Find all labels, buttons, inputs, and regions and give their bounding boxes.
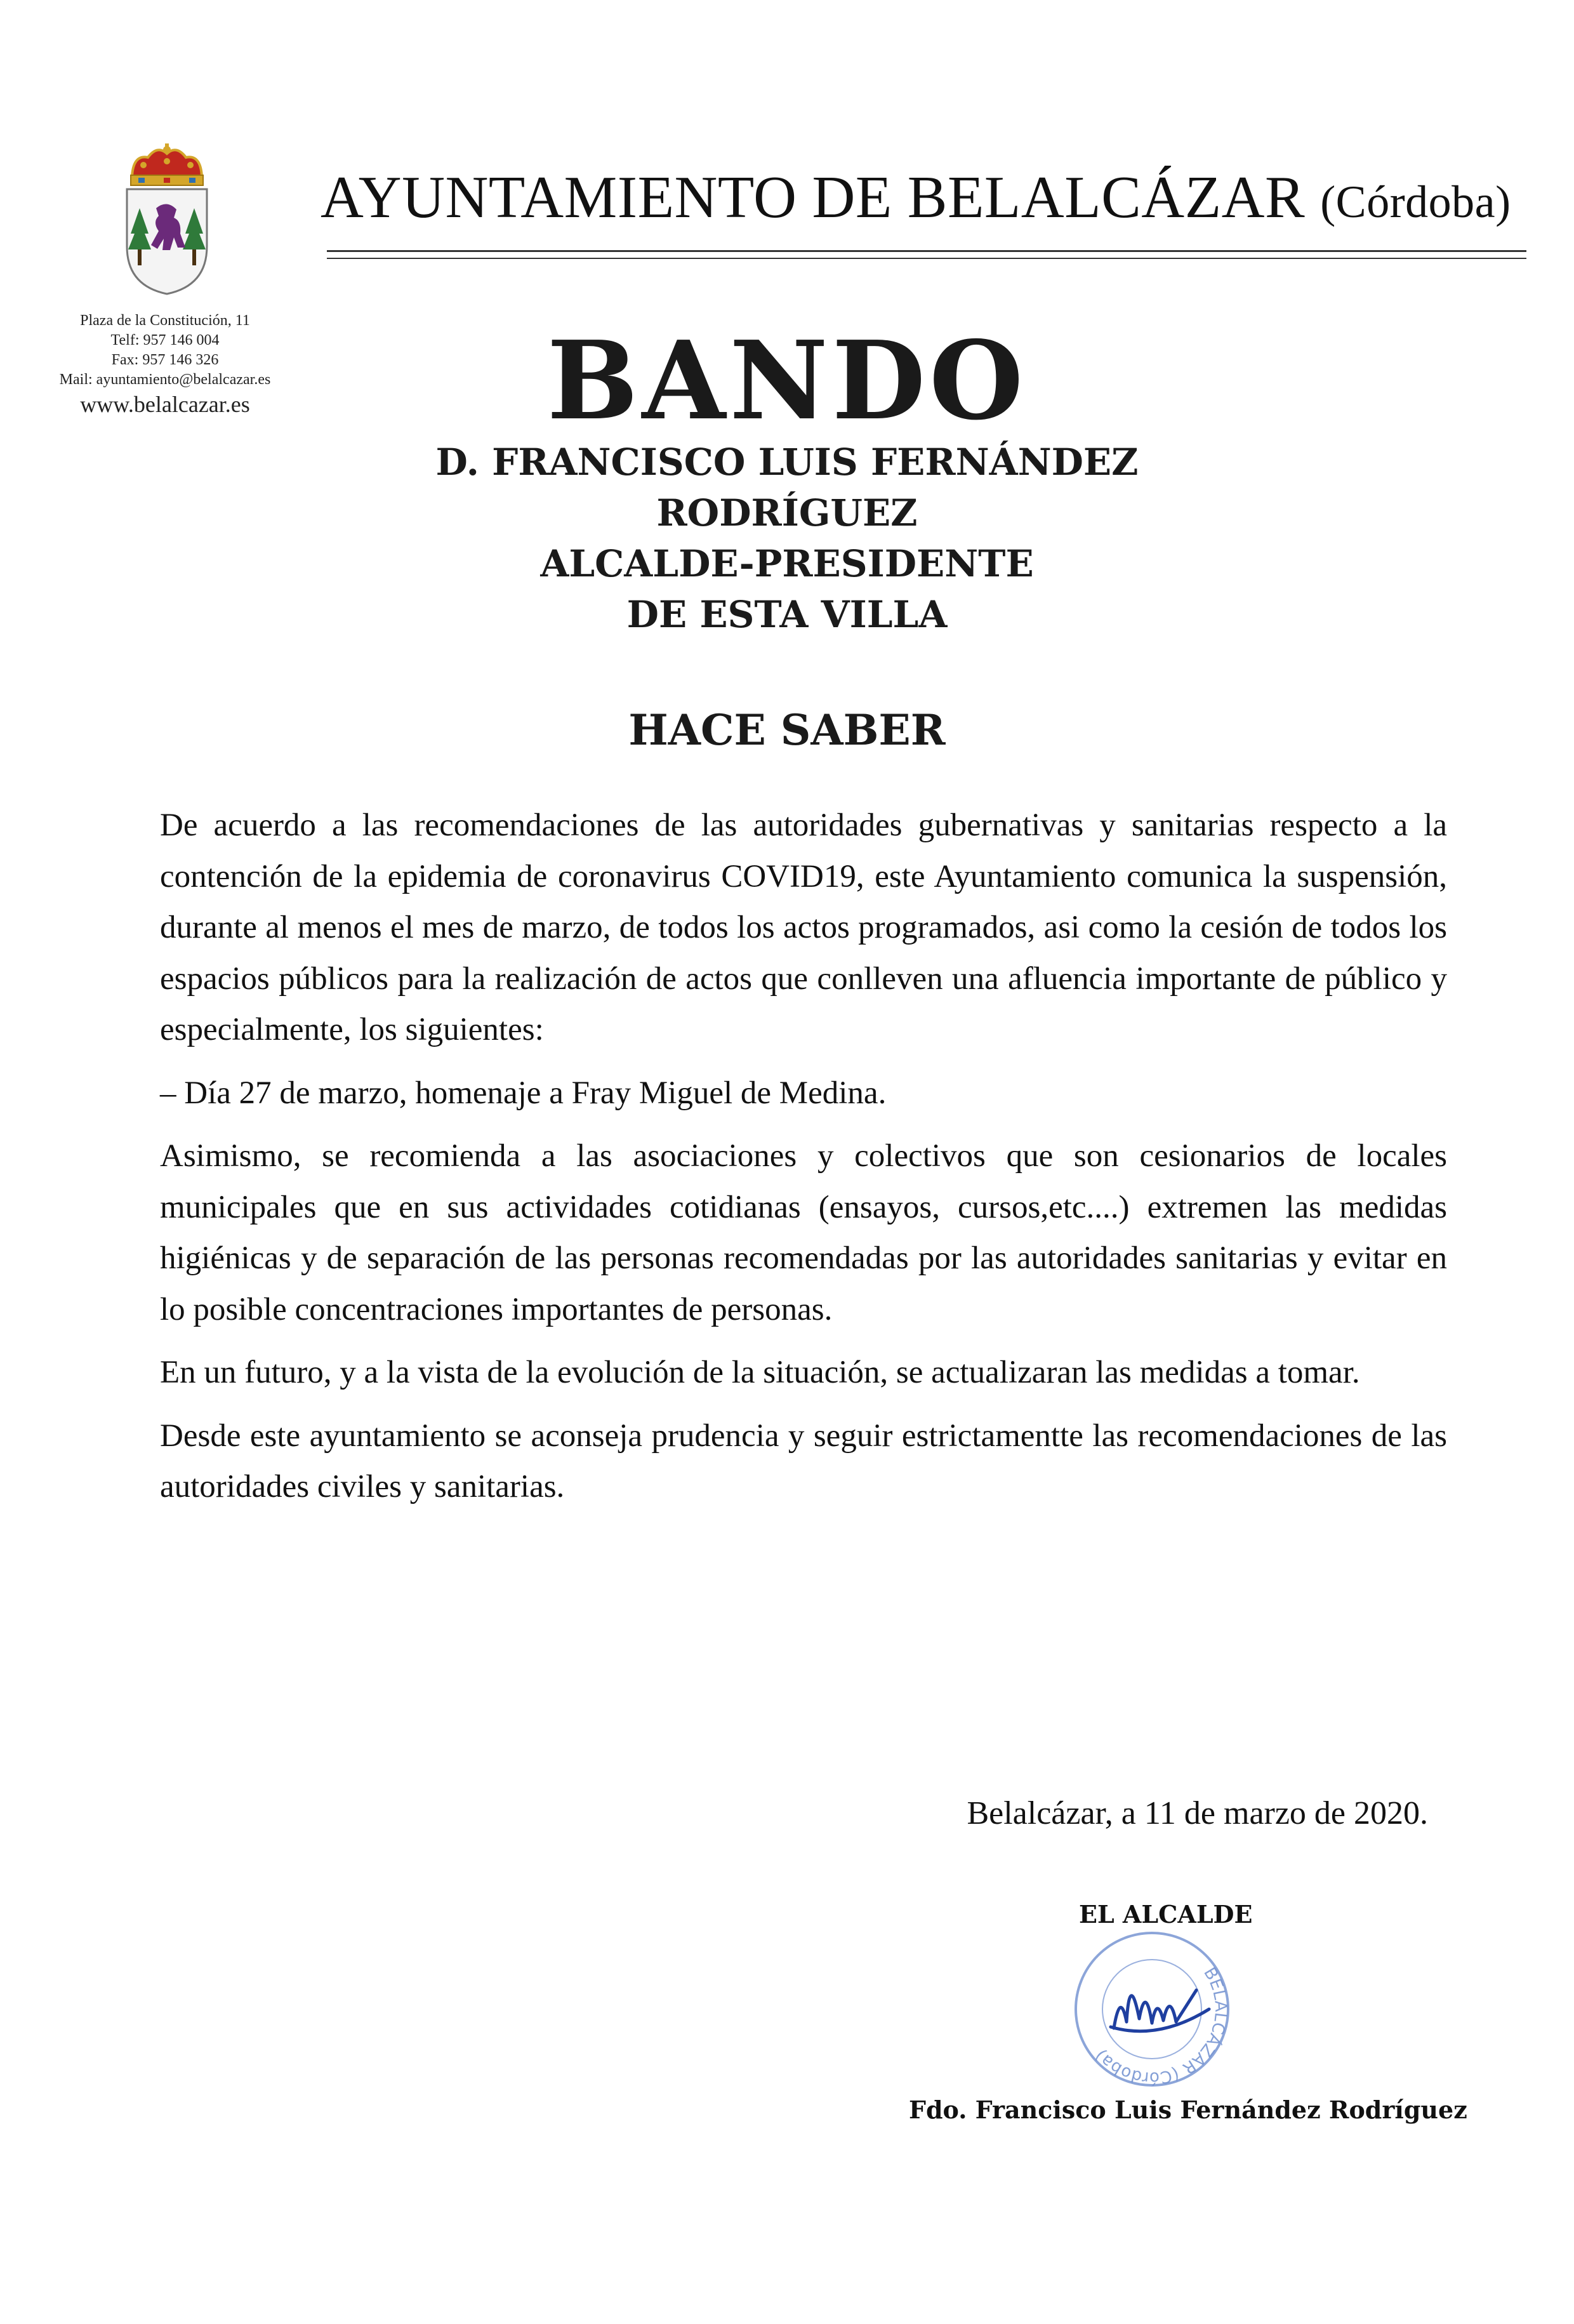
contact-website: www.belalcazar.es	[80, 392, 250, 417]
coat-of-arms-logo	[119, 138, 215, 297]
signature-scribble	[1111, 1990, 1209, 2031]
crown-icon	[131, 143, 203, 185]
seal-text: BELALCÁZAR (Córdoba)	[1091, 1964, 1231, 2088]
header-province: (Córdoba)	[1320, 176, 1511, 227]
announce-heading: HACE SABER	[628, 705, 946, 755]
body-paragraph: Desde este ayuntamiento se aconseja prudencia y seguir estrictamentte las recomendaciones de las autoridades civiles y sanitarias.	[160, 1418, 1447, 1504]
body-text	[160, 800, 1447, 1525]
authority-line: DE ESTA VILLA	[626, 593, 948, 636]
body-paragraph: – Día 27 de marzo, homenaje a Fray Miguel de Medina.	[160, 1075, 887, 1111]
signature-title: EL ALCALDE	[1079, 1900, 1253, 1929]
authority-line: ALCALDE-PRESIDENTE	[540, 542, 1034, 585]
contact-mail: Mail: ayuntamiento@belalcazar.es	[59, 371, 271, 388]
body-paragraph: Asimismo, se recomienda a las asociaciones y colectivos que son cesionarios de locales municipales que en sus actividades cotidianas (ensayos, cursos,etc....) extremen las medidas higiénicas y de separación de las personas recomendadas por las autoridades sanitarias y evitar en lo posible concentraciones importantes de personas.	[160, 1138, 1447, 1327]
authority-block	[0, 437, 1574, 640]
body-paragraph: De acuerdo a las recomendaciones de las autoridades gubernativas y sanitarias respecto a la contención de la epidemia de coronavirus COVID19, este Ayuntamiento comunica la suspensión, durante al menos el mes de marzo, de todos los actos programados, asi como la cesión de todos los espacios públicos para la realización de actos que conlleven una afluencia importante de público y especialmente, los siguientes:	[160, 807, 1447, 1047]
authority-line: D. FRANCISCO LUIS FERNÁNDEZ	[435, 441, 1139, 484]
contact-fax: Fax: 957 146 326	[111, 352, 219, 368]
body-paragraph: En un futuro, y a la vista de la evolución de la situación, se actualizaran las medidas a tomar.	[160, 1355, 1360, 1390]
document-type-title: BANDO	[546, 317, 1028, 444]
signer-name: Fdo. Francisco Luis Fernández Rodríguez	[909, 2095, 1467, 2124]
contact-phone: Telf: 957 146 004	[110, 332, 220, 349]
header-rule-bottom	[327, 258, 1526, 259]
header-rule-top	[327, 250, 1526, 252]
place-date: Belalcázar, a 11 de marzo de 2020.	[967, 1795, 1428, 1831]
official-seal-stamp	[1050, 1914, 1253, 2104]
header-title: AYUNTAMIENTO DE BELALCÁZAR	[321, 164, 1306, 230]
authority-line: RODRÍGUEZ	[656, 491, 918, 535]
contact-address: Plaza de la Constitución, 11	[80, 312, 250, 329]
page-header	[321, 163, 1511, 237]
